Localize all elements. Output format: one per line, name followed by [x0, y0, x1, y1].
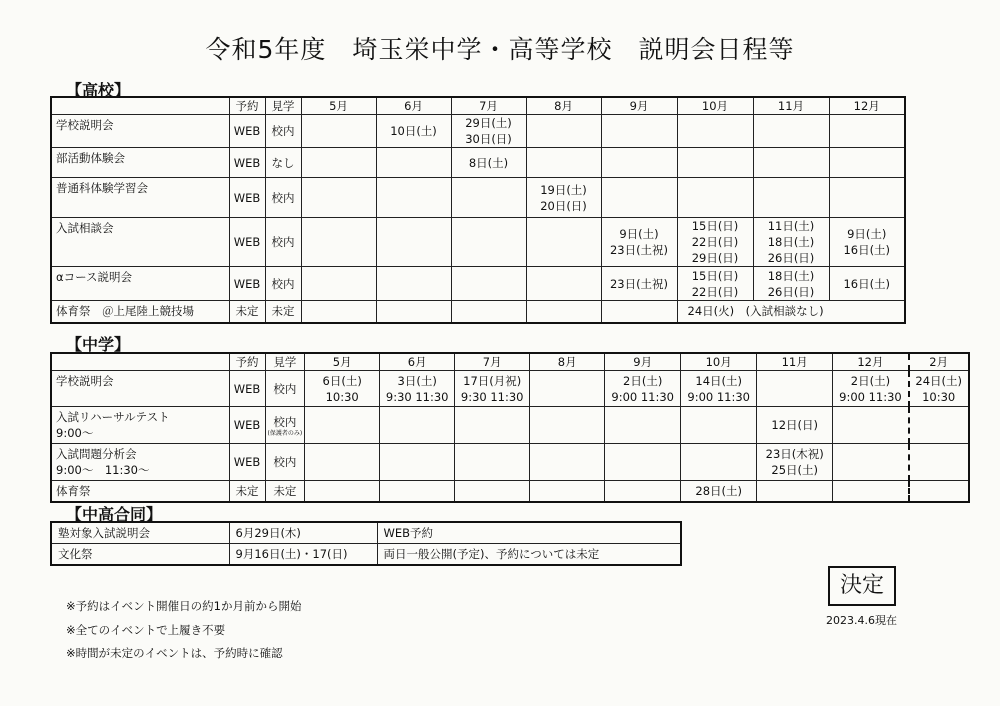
date-cell [301, 178, 376, 218]
table-row [51, 267, 905, 301]
event-name: 入試リハーサルテスト [56, 410, 170, 424]
event-name: 学校説明会 [56, 374, 114, 388]
joint-event-cell: 文化祭 [51, 544, 229, 566]
date-cell [451, 218, 526, 267]
column-header: 6月 [380, 353, 455, 371]
high-school-label: 【高校】 [66, 81, 131, 100]
column-header: 12月 [833, 353, 909, 371]
date-cell [305, 407, 380, 444]
column-header: 見学 [265, 97, 301, 115]
date-cell [301, 115, 376, 148]
date-cell [681, 407, 757, 444]
column-header: 10月 [681, 353, 757, 371]
date-cell [530, 444, 605, 481]
date-cell [301, 267, 376, 301]
visit-value: 校内 [273, 381, 297, 396]
note-reservation: ※予約はイベント開催日の約1か月前から開始 [66, 599, 302, 613]
visit-cell [265, 407, 305, 444]
date-cell: 16日(土) [829, 267, 905, 301]
joint-note-cell: WEB予約 [377, 522, 681, 544]
column-header: 9月 [605, 353, 681, 371]
date-cell [757, 481, 833, 503]
date-cell: 15日(日) 22日(日) [677, 267, 753, 301]
date-cell [526, 301, 601, 323]
joint-label: 【中高合同】 [66, 505, 163, 524]
date-cell: 2日(土) 9:00 11:30 [605, 371, 681, 407]
date-cell: 29日(土) 30日(日) [451, 115, 526, 148]
visit-cell: 校内 [265, 115, 301, 148]
date-cell: 8日(土) [451, 148, 526, 178]
date-cell: 18日(土) 26日(日) [753, 267, 829, 301]
column-header: 5月 [305, 353, 380, 371]
event-name: 入試問題分析会 [56, 447, 137, 461]
column-header: 12月 [829, 97, 905, 115]
date-cell [301, 218, 376, 267]
date-cell [681, 444, 757, 481]
table-row [51, 544, 681, 566]
event-name-cell [51, 444, 229, 481]
column-header: 11月 [753, 97, 829, 115]
date-cell [601, 178, 677, 218]
reservation-cell: 未定 [229, 301, 265, 323]
table-row [51, 178, 905, 218]
column-header [51, 97, 229, 115]
event-name-cell: 部活動体験会 [51, 148, 229, 178]
reservation-cell: WEB [229, 148, 265, 178]
visit-note: (保護者のみ) [267, 429, 303, 437]
date-cell [530, 481, 605, 503]
date-cell: 24日(土) 10:30 [909, 371, 969, 407]
event-time: 9:00～ [56, 426, 94, 440]
table-row [51, 148, 905, 178]
high-school-schedule-table [50, 96, 906, 324]
date-cell: 14日(土) 9:00 11:30 [681, 371, 757, 407]
date-cell [605, 444, 681, 481]
date-cell: 9日(土) 23日(土祝) [601, 218, 677, 267]
reservation-cell: WEB [229, 115, 265, 148]
joint-date-cell: 9月16日(土)・17(日) [229, 544, 377, 566]
reservation-cell: WEB [229, 218, 265, 267]
visit-value: 校内 [273, 455, 297, 469]
date-cell [753, 148, 829, 178]
date-cell: 19日(土) 20日(日) [526, 178, 601, 218]
table-row [51, 522, 681, 544]
column-header [51, 353, 229, 371]
date-cell: 9日(土) 16日(土) [829, 218, 905, 267]
date-cell: 12日(日) [757, 407, 833, 444]
column-header: 予約 [229, 97, 265, 115]
visit-value: 校内 [273, 414, 297, 429]
event-name-cell: 学校説明会 [51, 115, 229, 148]
event-name-cell: αコース説明会 [51, 267, 229, 301]
date-cell [305, 444, 380, 481]
column-header: 9月 [601, 97, 677, 115]
date-cell [376, 218, 451, 267]
visit-cell: 校内 [265, 267, 301, 301]
date-cell: 23日(木祝) 25日(土) [757, 444, 833, 481]
date-cell: 6日(土) 10:30 [305, 371, 380, 407]
date-cell: 3日(土) 9:30 11:30 [380, 371, 455, 407]
event-name-cell [51, 371, 229, 407]
table-row [51, 218, 905, 267]
date-cell [455, 481, 530, 503]
visit-cell [265, 444, 305, 481]
date-cell [601, 301, 677, 323]
date-cell [376, 148, 451, 178]
column-header: 8月 [530, 353, 605, 371]
event-name-cell [51, 407, 229, 444]
page-title: 令和5年度 埼玉栄中学・高等学校 説明会日程等 [205, 35, 795, 64]
date-cell [909, 407, 969, 444]
event-name-cell [51, 481, 229, 503]
date-cell [380, 481, 455, 503]
date-cell [530, 407, 605, 444]
date-cell [833, 444, 909, 481]
column-header: 7月 [451, 97, 526, 115]
decided-stamp: 決定 [828, 566, 896, 606]
date-cell [753, 178, 829, 218]
column-header: 11月 [757, 353, 833, 371]
table-row [51, 407, 969, 444]
date-cell [376, 301, 451, 323]
date-cell [455, 407, 530, 444]
date-cell: 2日(土) 9:00 11:30 [833, 371, 909, 407]
date-cell [526, 115, 601, 148]
date-cell [753, 115, 829, 148]
date-cell [677, 178, 753, 218]
date-cell [376, 178, 451, 218]
date-cell [301, 148, 376, 178]
date-cell [455, 444, 530, 481]
date-cell [757, 371, 833, 407]
sports-day-note: 24日(火) (入試相談なし) [677, 301, 905, 323]
date-cell [451, 178, 526, 218]
joint-note-cell: 両日一般公開(予定)、予約については未定 [377, 544, 681, 566]
note-shoes: ※全てのイベントで上履き不要 [66, 623, 226, 637]
date-cell [305, 481, 380, 503]
date-cell [376, 267, 451, 301]
reservation-cell: WEB [229, 178, 265, 218]
junior-high-schedule-table [50, 352, 970, 503]
date-cell [601, 115, 677, 148]
table-row [51, 301, 905, 323]
date-cell [605, 407, 681, 444]
date-cell: 17日(月祝) 9:30 11:30 [455, 371, 530, 407]
date-cell [526, 218, 601, 267]
table-row [51, 115, 905, 148]
column-header: 2月 [909, 353, 969, 371]
junior-high-label: 【中学】 [66, 335, 131, 354]
column-header: 5月 [301, 97, 376, 115]
date-cell [829, 148, 905, 178]
date-cell [451, 267, 526, 301]
date-cell [677, 148, 753, 178]
reservation-cell: WEB [229, 371, 265, 407]
event-name: 体育祭 [56, 484, 91, 498]
date-cell [451, 301, 526, 323]
reservation-cell: 未定 [229, 481, 265, 503]
date-cell [526, 148, 601, 178]
date-cell [909, 481, 969, 503]
joint-event-cell: 塾対象入試説明会 [51, 522, 229, 544]
date-cell [530, 371, 605, 407]
joint-schedule-table [50, 521, 682, 566]
visit-cell: 未定 [265, 301, 301, 323]
date-cell [829, 115, 905, 148]
table-row [51, 371, 969, 407]
date-cell [380, 444, 455, 481]
date-cell [833, 481, 909, 503]
date-cell [605, 481, 681, 503]
column-header: 予約 [229, 353, 265, 371]
joint-date-cell: 6月29日(木) [229, 522, 377, 544]
event-name-cell: 体育祭 ＠上尾陸上競技場 [51, 301, 229, 323]
date-cell [829, 178, 905, 218]
column-header: 10月 [677, 97, 753, 115]
date-cell: 10日(土) [376, 115, 451, 148]
table-header-row [51, 97, 905, 115]
date-cell [601, 148, 677, 178]
date-cell: 11日(土) 18日(土) 26日(日) [753, 218, 829, 267]
table-header-row [51, 353, 969, 371]
reservation-cell: WEB [229, 444, 265, 481]
date-cell [301, 301, 376, 323]
date-cell [526, 267, 601, 301]
date-cell [380, 407, 455, 444]
column-header: 7月 [455, 353, 530, 371]
table-row [51, 481, 969, 503]
date-cell: 28日(土) [681, 481, 757, 503]
reservation-cell: WEB [229, 267, 265, 301]
column-header: 6月 [376, 97, 451, 115]
visit-cell: なし [265, 148, 301, 178]
date-cell [909, 444, 969, 481]
column-header: 見学 [265, 353, 305, 371]
date-cell [833, 407, 909, 444]
reservation-cell: WEB [229, 407, 265, 444]
event-time: 9:00～ 11:30～ [56, 463, 150, 477]
visit-cell: 校内 [265, 218, 301, 267]
visit-cell [265, 371, 305, 407]
date-cell: 23日(土祝) [601, 267, 677, 301]
date-cell [677, 115, 753, 148]
date-cell: 15日(日) 22日(日) 29日(日) [677, 218, 753, 267]
visit-cell: 校内 [265, 178, 301, 218]
visit-cell [265, 481, 305, 503]
table-row [51, 444, 969, 481]
note-time: ※時間が未定のイベントは、予約時に確認 [66, 646, 283, 660]
visit-value: 未定 [273, 484, 297, 498]
event-name-cell: 普通科体験学習会 [51, 178, 229, 218]
column-header: 8月 [526, 97, 601, 115]
as-of-date: 2023.4.6現在 [826, 614, 897, 627]
event-name-cell: 入試相談会 [51, 218, 229, 267]
